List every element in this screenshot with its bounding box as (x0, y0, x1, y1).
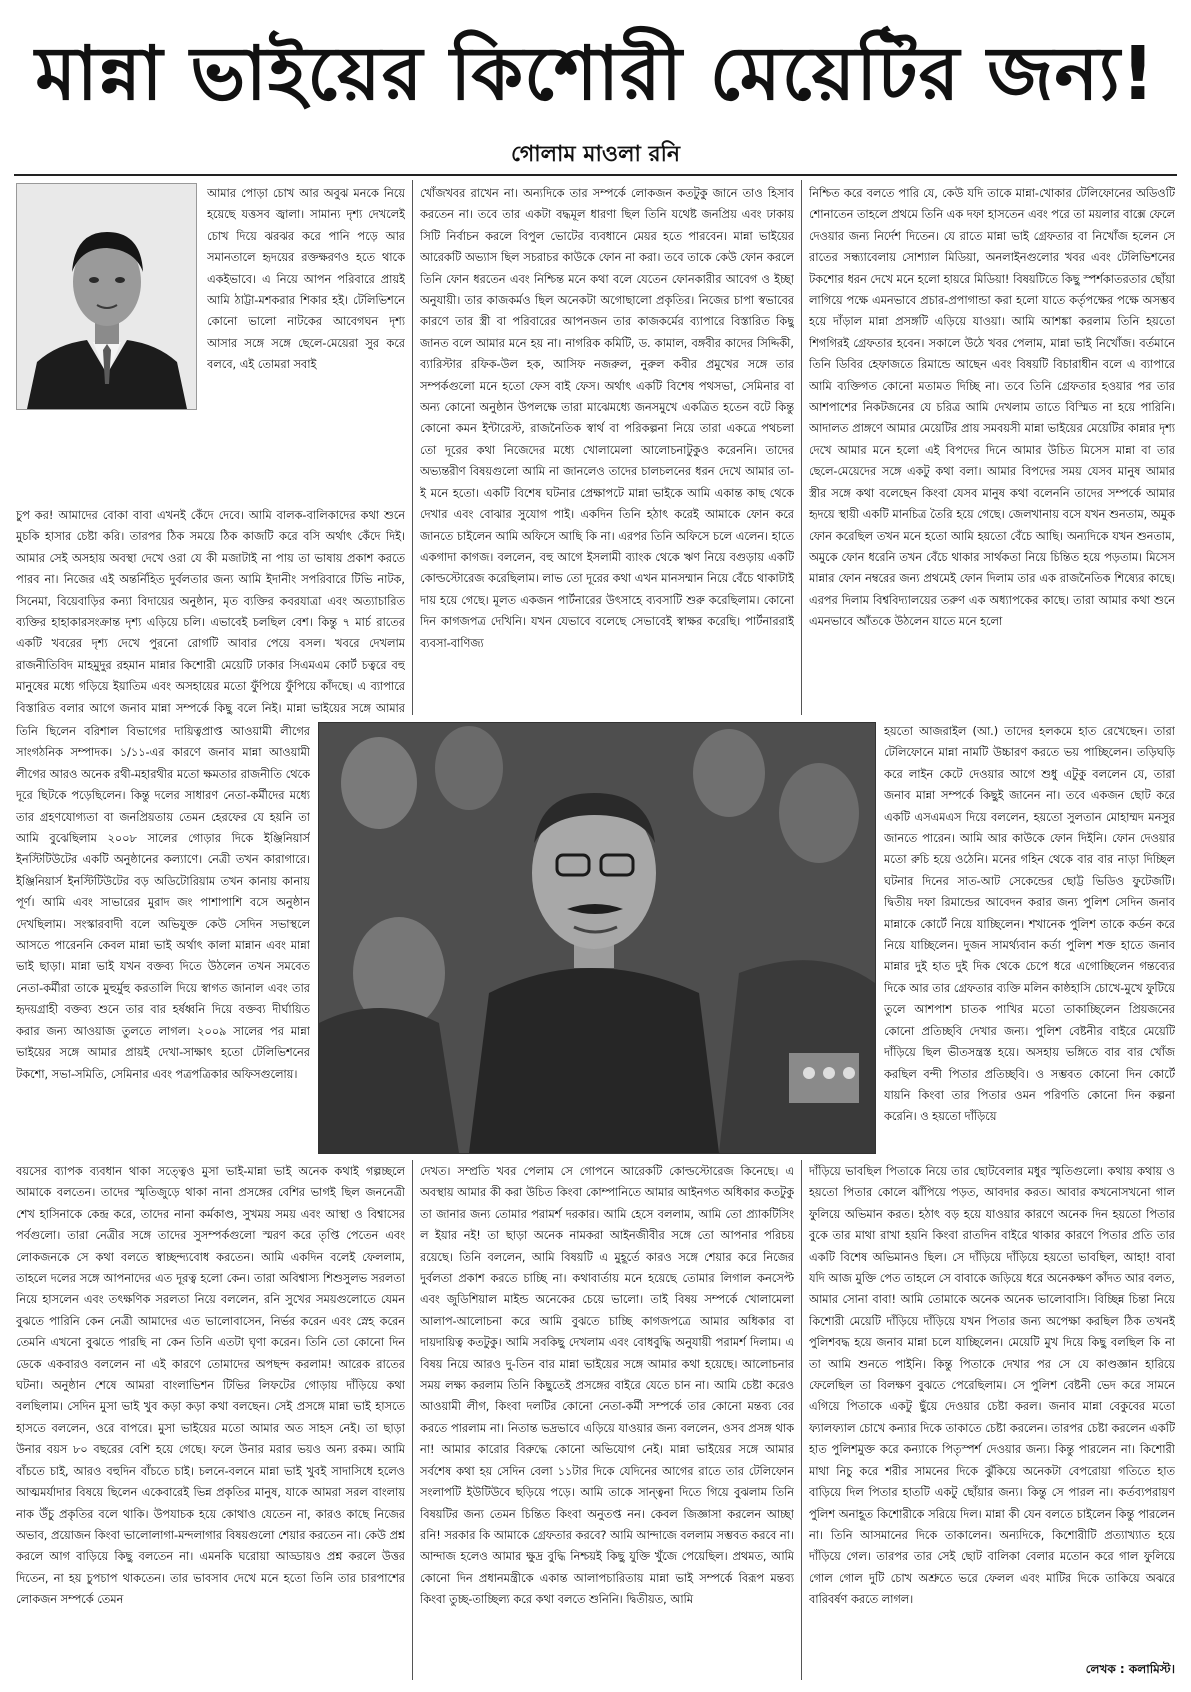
article-text-col3-bottom: দাঁড়িয়ে ভাবছিল পিতাকে নিয়ে তার ছোটবেলার মধুর স্মৃতিগুলো। কথায় কথায় ও হয়তো পিতার কোলে ঝাঁপিয়ে পড়ত, আবদার করত। আবার কখনোসখনো গাল ফুলিয়ে অভিমান করত। হঠাৎ বড় হয়ে যাওয়ার কারণে অনেক দিন হয়তো পিতার বুকে তার মাথা রাখা হয়নি কিংবা রাতদিন বাইরে থাকার কারণে পিতার প্রতি তার একটি বিশেষ অভিমানও ছিল। সে দাঁড়িয়ে দাঁড়িয়ে হয়তো ভাবছিল, আহা! বাবা যদি আজ মুক্তি পেত তাহলে সে বাবাকে জড়িয়ে ধরে অনেকক্ষণ কাঁদত আর বলত, আমার সোনা বাবা! আমি তোমাকে অনেক অনেক ভালোবাসি। বিচ্ছিন্ন চিন্তা নিয়ে কিশোরী মেয়েটি দাঁড়িয়ে দাঁড়িয়ে যখন পিতার জন্য অপেক্ষা করছিল ঠিক তখনই পুলিশবদ্ধ হয়ে জনাব মান্না চলে যাচ্ছিলেন। মেয়েটি মুখ দিয়ে কিছু বলছিল কি না তা আমি শুনতে পাইনি। কিন্তু পিতাকে দেখার পর সে যে কাণ্ডজ্ঞান হারিয়ে ফেলেছিল তা বিলক্ষণ বুঝতে পেরেছিলাম। সে পুলিশ বেষ্টনী ভেদ করে সামনে এগিয়ে পিতাকে একটু ছুঁয়ে দেওয়ার চেষ্টা করল। জনাব মান্না বেকুবের মতো ফ্যালফ্যাল চোখে কন্যার দিকে তাকাতে চেষ্টা করলেন। তারপর চেষ্টা করলেন একটি হাত পুলিশমুক্ত করে কন্যাকে পিতৃস্পর্শ দেওয়ার জন্য। কিন্তু পারলেন না। কিশোরী মাথা নিচু করে শরীর সামনের দিকে ঝুঁকিয়ে অনেকটা বেপরোয়া গতিতে হাত বাড়িয়ে দিল পিতার হাতটি একটু ছোঁয়ার জন্য। কিন্তু সে পারল না। কর্তব্যপরায়ণ পুলিশ অনাহূত কিশোরীকে সরিয়ে দিল। মান্না কী যেন বলতে চাইলেন কিন্তু পারলেন না। তিনি আসমানের দিকে তাকালেন। অন্যদিকে, কিশোরীটি প্রত্যাখ্যাত হয়ে দাঁড়িয়ে গেল। তারপর তার সেই ছোট বালিকা বেলার মতোন করে গাল ফুলিয়ে গোল গোল দুটি চোখ অশ্রুতে ভরে ফেলল এবং মাটির দিকে তাকিয়ে অঝরে বারিবর্ষণ করতে লাগল। (809, 1165, 1175, 1607)
article-text-col3-mid: হয়তো আজরাইল (আ.) তাদের হলকমে হাত রেখেছেন। তারা টেলিফোনে মান্না নামটি উচ্চারণ করতে ভয় পাচ্ছিলেন। তড়িঘড়ি করে লাইন কেটে দেওয়ার আগে শুধু এটুকু বললেন যে, তারা জনাব মান্না সম্পর্কে কিছুই জানেন না। তবে একজন ছোট করে একটি এসএমএস দিয়ে বললেন, হয়তো সুলতান মোহাম্মদ মনসুর জানতে পারেন। আমি আর কাউকে ফোন দিইনি। ফোন দেওয়ার মতো রুচি হয়ে ওঠেনি। মনের গহিন থেকে বার বার নাড়া দিচ্ছিল ঘটনার দিনের সাত-আট সেকেন্ডের ছোট্ট ভিডিও ফুটেজটি। দ্বিতীয় দফা রিমান্ডের আবেদন করার জন্য পুলিশ সেদিন জনাব মান্নাকে কোর্টে নিয়ে যাচ্ছিলেন। শখানেক পুলিশ তাকে কর্ডন করে নিয়ে যাচ্ছিলেন। দুজন সামর্থ্যবান কর্তা পুলিশ শক্ত হাতে জনাব মান্নার দুই হাত দুই দিক থেকে চেপে ধরে এগোচ্ছিলেন গন্তব্যের দিকে আর তার গ্রেফতার ব্যক্তি মলিন কাষ্ঠহাসি চোখে-মুখে ফুটিয়ে তুলে আশপাশ চাতক পাখির মতো তাকাচ্ছিলেন প্রিয়জনের কোনো প্রতিচ্ছবি দেখার জন্য। পুলিশ বেষ্টনীর বাইরে মেয়েটি দাঁড়িয়ে ছিল ভীতসন্ত্রস্ত হয়ে। অসহায় ভঙ্গিতে বার বার খোঁজ করছিল বন্দী পিতার প্রতিচ্ছবি। ও সম্ভবত কোনো দিন কোর্টে যায়নি কিংবা তার পিতার ওমন পরিণতি কোনো দিন কল্পনা করেনি। ও হয়তো দাঁড়িয়ে (884, 725, 1175, 1124)
article-text-col1-top: চুপ কর! আমাদের বোকা বাবা এখনই কেঁদে দেবে। আমি বালক-বালিকাদের কথা শুনে মুচকি হাসার চেষ্টা করি। তারপর ঠিক সময়ে ঠিক কাজটি করে বসি অর্থাৎ কেঁদে দিই। আমার সেই অসহায় অবস্থা দেখে ওরা যে কী মজাটাই না পায় তা ভাষায় প্রকাশ করতে পারব না। নিজের এই অন্তর্নিহিত দুর্বলতার জন্য আমি ইদানীং সপরিবারে টিভি নাটক, সিনেমা, বিয়েবাড়ির কন্যা বিদায়ের অনুষ্ঠান, মৃত ব্যক্তির কবরযাত্রা এবং অত্যাচারিত ব্যক্তির হাহাকারসংক্রান্ত দৃশ্য এড়িয়ে চলি। এভাবেই চলছিল বেশ। কিন্তু ৭ মার্চ রাতের একটি খবরের দৃশ্য দেখে পুরনো রোগটি আবার পেয়ে বসল। খবরে দেখলাম রাজনীতিবিদ মাহমুদুর রহমান মান্নার কিশোরী মেয়েটি ঢাকার সিএমএম কোর্ট চত্বরে বহু মানুষের মধ্যে গড়িয়ে ইয়াতিম এবং অসহায়ের মতো ফুঁপিয়ে ফুঁপিয়ে কাঁদছে। এ ব্যাপারে বিস্তারিত বলার আগে জনাব মান্না সম্পর্কে কিছু বলে নিই। মান্না ভাইয়ের সঙ্গে আমার (16, 509, 405, 715)
author-portrait-icon (17, 184, 196, 409)
article-text-col1-intro: আমার পোড়া চোখ আর অবুঝ মনকে নিয়ে হয়েছে যত্তসব জ্বালা। সামান্য দৃশ্য দেখলেই চোখ দিয়ে ঝরঝর করে পানি পড়ে আর সমানতালে হৃদয়ের রক্তক্ষরণও হতে থাকে একইভাবে। এ নিয়ে আপন পরিবারে প্রায়ই আমি ঠাট্টা-মশকরার শিকার হই। টেলিভিশনে কোনো ভালো নাটকের আবেগঘন দৃশ্য আসার সঙ্গে সঙ্গে ছেলে-মেয়েরা সুর করে বলবে, এই তোমরা সবাই (207, 187, 405, 372)
column-divider (801, 180, 802, 715)
headline: মান্না ভাইয়ের কিশোরী মেয়েটির জন্য! (35, 31, 1156, 117)
author-photo (16, 183, 197, 410)
header-rule (14, 174, 1177, 176)
article-text-col3-top: নিশ্চিত করে বলতে পারি যে, কেউ যদি তাকে মান্না-খোকার টেলিফোনের অডিওটি শোনাতেন তাহলে প্রথমে তিনি এক দফা হাসতেন এবং পরে তা ময়লার বাক্সে ফেলে দেওয়ার জন্য নির্দেশ দিতেন। যে রাতে মান্না ভাই গ্রেফতার বা নিখোঁজ হলেন সে রাতের সন্ধ্যাবেলায় সোশ্যাল মিডিয়া, অনলাইনগুলোর খবর এবং টেলিভিশনের টকশোর ধরন দেখে মনে হলো হায়রে মিডিয়া! বিষয়টিতে কিছু স্পর্শকাতরতার ছোঁয়া লাগিয়ে পক্ষে এমনভাবে প্রচার-প্রপাগান্ডা করা হলো যাতে কর্তৃপক্ষের পক্ষে অসম্ভব হয়ে দাঁড়াল মান্না প্রসঙ্গটি এড়িয়ে যাওয়া। আমি আশঙ্কা করলাম তিনি হয়তো শিগগিরই গ্রেফতার হবেন। সকালে উঠে খবর পেলাম, মান্না ভাই নিখোঁজ। বর্তমানে তিনি ডিবির হেফাজতে রিমান্ডে আছেন এবং বিষয়টি বিচারাধীন বলে এ ব্যাপারে আমি ব্যক্তিগত কোনো মতামত দিচ্ছি না। তবে তিনি গ্রেফতার হওয়ার পর তার আশপাশের নিকটজনের যে চরিত্র আমি দেখলাম তাতে বিস্মিত না হয়ে পারিনি। আদালত প্রাঙ্গণে আমার মেয়েটির প্রায় সমবয়সী মান্না ভাইয়ের মেয়েটির কান্নার দৃশ্য দেখে আমার মনে হলো এই বিপদের দিনে আমার উচিত মিসেস মান্না বা তার ছেলে-মেয়েদের সঙ্গে একটু কথা বলা। আমার বিপদের সময় যেসব মানুষ আমার স্ত্রীর সঙ্গে কথা বলেছেন কিংবা যেসব মানুষ কথা বলেননি তাদের সম্পর্কে আমার হৃদয়ে স্থায়ী একটি মানচিত্র তৈরি হয়ে গেছে। জেলখানায় বসে যখন শুনতাম, অমুক ফোন করেছিল তখন মনে হতো আমি হয়তো বেঁচে আছি। অন্যদিকে যখন শুনতাম, অমুকে ফোন ধরেনি তখন বেঁচে থাকার সার্থকতা নিয়ে চিন্তিত হয়ে পড়তাম। মিসেস মান্নার ফোন নম্বরের জন্য প্রথমেই ফোন দিলাম তার এক রাজনৈতিক শিষ্যের কাছে। এরপর দিলাম বিশ্ববিদ্যালয়ের তরুণ এক অধ্যাপকের কাছে। তারা আমার কথা শুনে এমনভাবে আঁতকে উঠলেন যাতে মনে হলো (809, 187, 1175, 629)
article-text-col2-top: খোঁজখবর রাখেন না। অন্যদিকে তার সম্পর্কে লোকজন কতটুকু জানে তাও হিসাব করতেন না। তবে তার একটা বদ্ধমূল ধারণা ছিল তিনি যথেষ্ট জনপ্রিয় এবং ঢাকায় সিটি নির্বাচন করলে বিপুল ভোটের ব্যবধানে মেয়র হতে পারবেন। মান্না ভাইয়ের আরেকটি অভ্যাস ছিল সচরাচর কাউকে ফোন না করা। তবে তাকে কেউ ফোন করলে তিনি ফোন ধরতেন এবং নিশ্চিন্ত মনে কথা বলে যেতেন ফোনকারীর আবেগ ও ইচ্ছা অনুযায়ী। তার কাজকর্মও ছিল অনেকটা অগোছালো প্রকৃতির। নিজের চাপা স্বভাবের কারণে তার স্ত্রী বা পরিবারের আপনজন তার কাজকর্মের ব্যাপারে বিস্তারিত কিছু জানত বলে আমার মনে হয় না। নাগরিক কমিটি, ড. কামাল, বঙ্গবীর কাদের সিদ্দিকী, ব্যারিস্টার রফিক-উল হক, আসিফ নজরুল, নুরুল কবীর প্রমুখের সঙ্গে তার সম্পর্কগুলো মনে হতো ফেস বাই ফেস। অর্থাৎ একটি বিশেষ পথসভা, সেমিনার বা অন্য কোনো অনুষ্ঠান উপলক্ষে তারা মাঝেমধ্যে জনসমুখে একত্রিত হতেন বটে কিন্তু কোনো কমন ইন্টারেস্ট, রাজনৈতিক স্বার্থ বা পরিকল্পনা নিয়ে তারা একত্রে পথচলা তো দূরের কথা নিজেদের মধ্যে খোলামেলা আলোচনাটুকুও করেননি। তাদের অভ্যন্তরীণ বিষয়গুলো আমি না জানলেও তাদের চালচলনের ধরন দেখে আমার তা-ই মনে হতো। একটি বিশেষ ঘটনার প্রেক্ষাপটে মান্না ভাইকে আমি একান্ত কাছ থেকে দেখার এবং বোঝার সুযোগ পাই। একদিন তিনি হঠাৎ করেই আমাকে ফোন করে জানতে চাইলেন আমি অফিসে আছি কি না। এরপর তিনি অফিসে চলে এলেন। হাতে একগাদা কাগজ। বললেন, বহু আগে ইসলামী ব্যাংক থেকে ঋণ নিয়ে বগুড়ায় একটি কোল্ডস্টোরেজ করেছিলাম। লাভ তো দূরের কথা এখন মানসম্মান নিয়ে বেঁচে থাকাটাই দায় হয়ে গেছে। মূলত একজন পার্টনারের উৎসাহে ব্যবসাটি শুরু করেছিলাম। কোনো দিন কাগজপত্র দেখিনি। যখন যেভাবে বলেছে সেভাবেই স্বাক্ষর করেছি। পার্টনাররাই ব্যবসা-বাণিজ্য (420, 187, 794, 650)
column-divider (412, 180, 413, 715)
column-divider (801, 1160, 802, 1680)
crowd-photo-icon (319, 723, 875, 1153)
column-divider (412, 1160, 413, 1680)
news-photo (318, 722, 876, 1154)
author-signature: লেখক : কলামিস্ট। (1085, 1662, 1175, 1676)
article-text-col1-bottom: বয়সের ব্যাপক ব্যবধান থাকা সত্ত্বেও মুসা ভাই-মান্না ভাই অনেক কথাই গল্পচ্ছলে আমাকে বলতেন। তাদের স্মৃতিজুড়ে থাকা নানা প্রসঙ্গের বেশির ভাগই ছিল জননেত্রী শেখ হাসিনাকে কেন্দ্র করে, তাদের নানা কর্মকাণ্ড, সুখময় সময় এবং আস্থা ও বিশ্বাসের পর্বগুলো। তারা নেত্রীর সঙ্গে তাদের সুসম্পর্কগুলো স্মরণ করে তৃপ্তি পেতেন এবং লোকজনকে সে কথা বলতে স্বাচ্ছন্দ্যবোধ করতেন। আমি একদিন বলেই ফেললাম, তাহলে দলের সঙ্গে আপনাদের এত দূরত্ব হলো কেন। তারা অবিশ্বাস্য শিশুসুলভ সরলতা নিয়ে হাসলেন এবং তৎক্ষণিক সরলতা নিয়ে বললেন, রনি সুখের সময়গুলোতে যেমন বুঝতে পারিনি কেন নেত্রী আমাদের এত ভালোবাসেন, নির্ভর করেন এবং স্নেহ করেন তেমনি এখনো বুঝতে পারছি না কেন তিনি এতটা ঘৃণা করেন। তিনি তো কোনো দিন ডেকে একবারও বললেন না এই কারণে তোমাদের অপছন্দ করলাম! আরেক রাতের ঘটনা। অনুষ্ঠান শেষে আমরা বাংলাভিশন টিভির লিফটের গোড়ায় দাঁড়িয়ে কথা বলছিলাম। সেদিন মুসা ভাই খুব কড়া কড়া কথা বলছেন। সেই প্রসঙ্গে মান্না ভাই হাসতে হাসতে বললেন, ওরে বাপরে। মুসা ভাইয়ের মতো আমার অত সাহস নেই। তা ছাড়া উনার বয়স ৮০ বছরের বেশি হয়ে গেছে। ফলে উনার মরার ভয়ও অন্য রকম। আমি বাঁচতে চাই, আরও বহুদিন বাঁচতে চাই। চলনে-বলনে মান্না ভাই খুবই সাদাসিধে হলেও আত্মমর্যাদার বিষয়ে ছিলেন একেবারেই ভিন্ন প্রকৃতির মানুষ, যাকে আমরা সরল বাংলায় নাক উঁচু প্রকৃতির বলে থাকি। উপযাচক হয়ে কোথাও যেতেন না, কারও কাছে নিজের অভাব, প্রয়োজন কিংবা ভালোলাগা-মন্দলাগার বিষয়গুলো শেয়ার করতেন না। কেউ প্রশ্ন করলে আগ বাড়িয়ে কিছু বলতেন না। এমনকি ঘরোয়া আড্ডায়ও প্রশ্ন করলে উত্তর দিতেন, না হয় চুপচাপ থাকতেন। তার ভাবসাব দেখে মনে হতো তিনি তার চারপাশের লোকজন সম্পর্কে তেমন (16, 1165, 405, 1607)
article-text-col1-mid: তিনি ছিলেন বরিশাল বিভাগের দায়িত্বপ্রাপ্ত আওয়ামী লীগের সাংগঠনিক সম্পাদক। ১/১১-এর কারণে জনাব মান্না আওয়ামী লীগের আরও অনেক রথী-মহারথীর মতো ক্ষমতার রাজনীতি থেকে দূরে ছিটকে পড়েছিলেন। কিন্তু দলের সাধারণ নেতা-কর্মীদের মধ্যে তার গ্রহণযোগ্যতা বা জনপ্রিয়তায় তেমন হেরফের যে হয়নি তা আমি বুঝেছিলাম ২০০৮ সালের গোড়ার দিকে ইঞ্জিনিয়ার্স ইনস্টিটিউটের একটি অনুষ্ঠানের কল্যাণে। নেত্রী তখন কারাগারে। ইঞ্জিনিয়ার্স ইনস্টিটিউটের বড় অডিটোরিয়াম তখন কানায় কানায় পূর্ণ। আমি এবং সাভারের মুরাদ জং পাশাপাশি বসে অনুষ্ঠান দেখছিলাম। সংস্কারবাদী বলে অভিযুক্ত কেউ সেদিন সভাস্থলে আসতে পারেননি কেবল মান্না ভাই অর্থাৎ কালা মান্নান এবং মান্না ভাই ছাড়া। মান্না ভাই যখন বক্তব্য দিতে উঠলেন তখন সমবেত নেতা-কর্মীরা তাকে মুহুর্মুহু করতালি দিয়ে স্বাগত জানাল এবং তার হৃদয়গ্রাহী বক্তব্য শুনে তার বার হর্ষধ্বনি দিয়ে বক্তব্য দীর্ঘায়িত করার জন্য আওয়াজ তুলতে লাগল। ২০০৯ সালের পর মান্না ভাইয়ের সঙ্গে আমার প্রায়ই দেখা-সাক্ষাৎ হতো টেলিভিশনের টকশো, সভা-সমিতি, সেমিনার এবং পত্রপত্রিকার অফিসগুলোয়। (16, 725, 310, 1081)
article-text-col2-bottom: দেখত। সম্প্রতি খবর পেলাম সে গোপনে আরেকটি কোল্ডস্টোরেজ কিনেছে। এ অবস্থায় আমার কী করা উচিত কিংবা কোম্পানিতে আমার আইনগত অধিকার কতটুকু তা জানার জন্য তোমার পরামর্শ দরকার। আমি হেসে বললাম, আমি তো প্র্যাকটিসিং ল ইয়ার নই! তা ছাড়া অনেক নামকরা আইনজীবীর সঙ্গে তো আপনার পরিচয় রয়েছে। তিনি বললেন, আমি বিষয়টি এ মুহূর্তে কারও সঙ্গে শেয়ার করে নিজের দুর্বলতা প্রকাশ করতে চাচ্ছি না। কথাবার্তায় মনে হয়েছে তোমার লিগাল কনসেপ্ট এবং জুডিশিয়াল মাইন্ড অনেকের চেয়ে ভালো। তাই বিষয় সম্পর্কে খোলামেলা আলাপ-আলোচনা করে আমি বুঝতে চাচ্ছি কাগজপত্রে আমার অধিকার বা দায়দায়িত্ব কতটুকু। আমি সবকিছু দেখলাম এবং বোধবুদ্ধি অনুযায়ী পরামর্শ দিলাম। এ বিষয় নিয়ে আরও দু-তিন বার মান্না ভাইয়ের সঙ্গে আমার কথা হয়েছে। আলোচনার সময় লক্ষ্য করলাম তিনি কিছুতেই প্রসঙ্গের বাইরে যেতে চান না। আমি চেষ্টা করেও আওয়ামী লীগ, কিংবা দলটির কোনো নেতা-কর্মী সম্পর্কে তার কোনো মন্তব্য বের করতে পারলাম না। নিতান্ত ভদ্রভাবে এড়িয়ে যাওয়ার জন্য বললেন, ওসব প্রসঙ্গ থাক না! আমার কারোর বিরুদ্ধে কোনো অভিযোগ নেই। মান্না ভাইয়ের সঙ্গে আমার সর্বশেষ কথা হয় সেদিন বেলা ১১টার দিকে যেদিনের আগের রাতে তার টেলিফোন সংলাপটি ইউটিউবে ছড়িয়ে পড়ে। আমি তাকে সান্ত্বনা দিতে গিয়ে বুঝলাম তিনি বিষয়টির জন্য তেমন চিন্তিত কিংবা অনুতপ্ত নন। কেবল জিজ্ঞাসা করলেন আচ্ছা রনি! সরকার কি আমাকে গ্রেফতার করবে? আমি আন্দাজে বললাম সম্ভবত করবে না। আন্দাজ হলেও আমার ক্ষুদ্র বুদ্ধি নিশ্চয়ই কিছু যুক্তি খুঁজে পেয়েছিল। প্রথমত, আমি কোনো দিন প্রধানমন্ত্রীকে একান্ত আলাপচারিতায় মান্না ভাই সম্পর্কে বিরূপ মন্তব্য কিংবা তুচ্ছ-তাচ্ছিল্য করে কথা বলতে শুনিনি। দ্বিতীয়ত, আমি (420, 1165, 794, 1607)
byline: গোলাম মাওলা রনি (510, 142, 681, 167)
